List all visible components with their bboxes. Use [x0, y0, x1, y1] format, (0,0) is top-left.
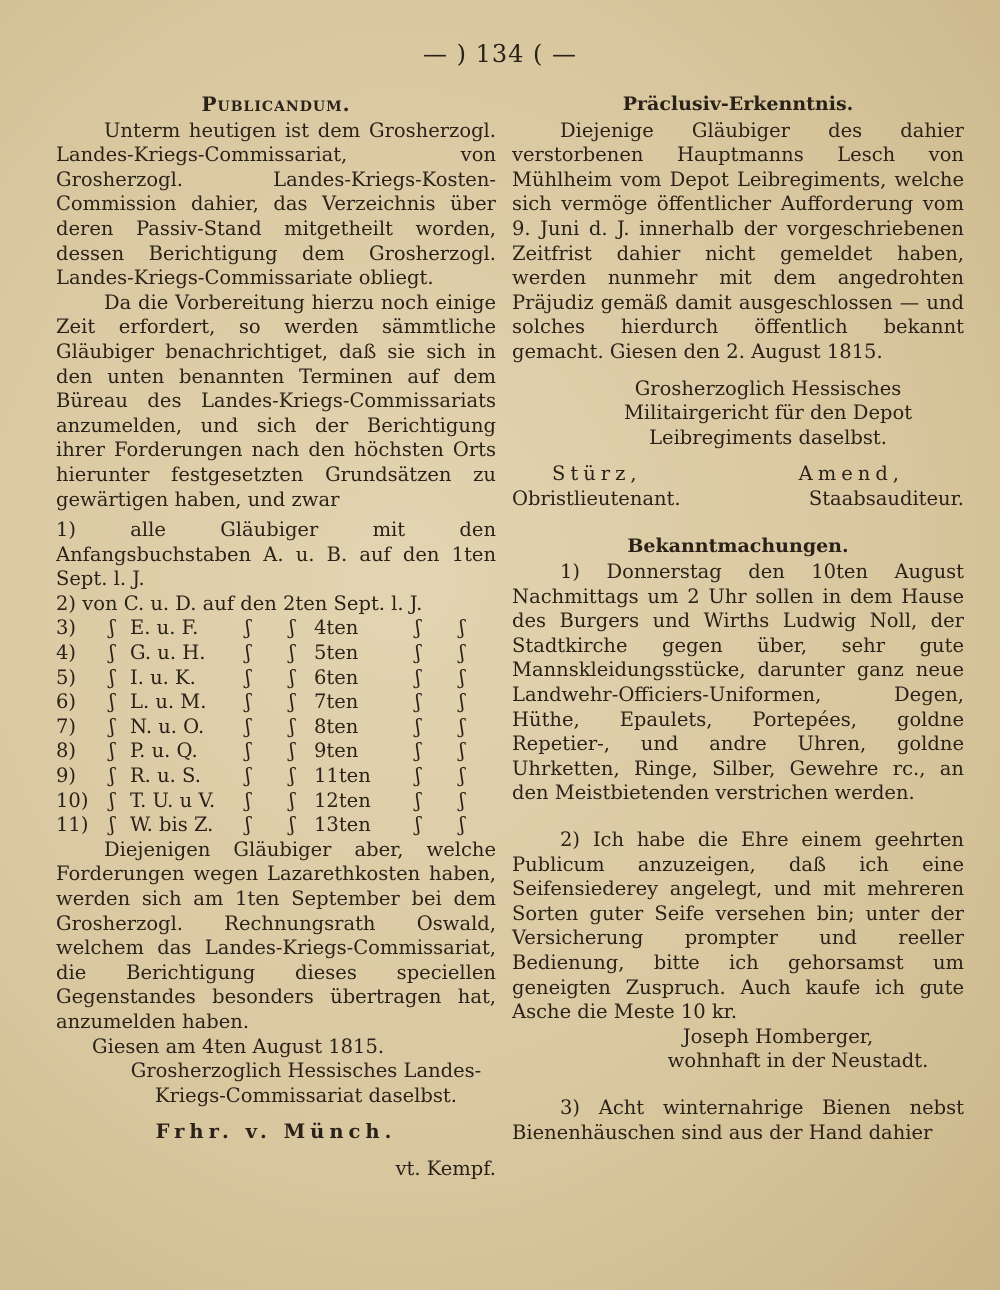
ditto-mark: ʃ: [289, 764, 295, 788]
schedule-row: [56, 641, 496, 666]
schedule-number: 10): [56, 788, 89, 812]
schedule-number: 11): [56, 813, 89, 837]
schedule-day: 8ten: [314, 714, 359, 738]
schedule-number: 4): [56, 641, 77, 665]
ditto-mark: ʃ: [245, 714, 251, 738]
schedule-row: [56, 789, 496, 814]
ditto-mark: ʃ: [245, 764, 251, 788]
ditto-mark: ʃ: [459, 690, 465, 714]
schedule-number: 3): [56, 616, 77, 640]
signer-name: Frhr. v. Münch.: [155, 1120, 397, 1144]
publicandum-body: Da die Vorbereitung hierzu noch einige Zeit erfordert, so werden sämmtliche Gläubiger benachrichtiget, daß sie sich in den unten benannten Terminen auf dem Büreau des Landes-Kriegs-Commissariats anzumelden, und sich der Berichtigung ihrer Forderungen nach den höchsten Orts hierunter festgesetzten Grundsätzen zu gewärtigen haben, und zwar: [56, 290, 496, 511]
schedule-row: [56, 764, 496, 789]
ditto-mark: ʃ: [459, 739, 465, 763]
schedule-day: 11ten: [314, 764, 371, 788]
ditto-mark: ʃ: [109, 714, 115, 738]
lazareth-paragraph: Diejenigen Gläubiger aber, welche Forderungen wegen Lazarethkosten haben, werden sich am 1ten September bei dem Grosherzogl. Rechnungsrath Oswald, welchem das Landes-Kriegs-Commissariat, die Berichtigung dieses speciellen Gegenstandes besonders übertragen hat, anzumelden haben.: [56, 837, 496, 1033]
publicandum-title: Publicandum.: [201, 92, 351, 116]
publicandum-date: Giesen am 4ten August 1815.: [92, 1034, 385, 1058]
ditto-mark: ʃ: [109, 641, 115, 665]
announcement-2-name: Joseph Homberger,: [682, 1024, 874, 1048]
ditto-mark: ʃ: [415, 665, 421, 689]
signature-names: [512, 462, 964, 487]
schedule-letters: L. u. M.: [130, 690, 207, 714]
schedule-day: 6ten: [314, 665, 359, 689]
schedule-entry-1: 1) alle Gläubiger mit den Anfangsbuchstaben A. u. B. auf den 1ten Sept. l. J.: [56, 518, 496, 591]
ditto-mark: ʃ: [109, 616, 115, 640]
schedule-row: [56, 666, 496, 691]
announcement-1: 1) Donnerstag den 10ten August Nachmittags um 2 Uhr sollen in dem Hause des Burgers und Wirths Ludwig Noll, der Stadtkirche gegen über, sehr gute Mannskleidungsstücke, darunter ganz neue Landwehr-Officiers-Uniformen, Degen, Hüthe, Epaulets, Portepées, goldne Repetier-, und andre Uhren, goldne Uhrketten, Ringe, Silber, Gewehre rc., an den Meistbietenden verstrichen werden.: [512, 560, 964, 805]
page-number: — ) 134 ( —: [422, 40, 578, 68]
ditto-mark: ʃ: [245, 616, 251, 640]
ditto-mark: ʃ: [459, 616, 465, 640]
publicandum-intro: Unterm heutigen ist dem Grosherzogl. Landes-Kriegs-Commissariat, von Grosherzogl. Landes-Kriegs-Kosten-Commission dahier, das Verzeichnis über deren Passiv-Stand mitgetheilt worden, dessen Berichtigung dem Grosherzogl. Landes-Kriegs-Commissariate obliegt.: [56, 118, 496, 290]
ditto-mark: ʃ: [289, 665, 295, 689]
ditto-mark: ʃ: [245, 813, 251, 837]
praeclusiv-title: Präclusiv-Erkenntnis.: [622, 93, 854, 115]
schedule-day: 12ten: [314, 788, 371, 812]
schedule-number: 6): [56, 690, 77, 714]
schedule-letters: P. u. Q.: [130, 739, 198, 763]
schedule-row: [56, 813, 496, 838]
left-column: [56, 92, 496, 1182]
schedule-letters: R. u. S.: [130, 764, 201, 788]
schedule-day: 9ten: [314, 739, 359, 763]
praeclusiv-text: Diejenige Gläubiger des dahier verstorbenen Hauptmanns Lesch von Mühlheim vom Depot Leibregiments, welche sich vermöge öffentlicher Aufforderung vom 9. Juni d. J. innerhalb der vorgeschriebenen Zeitfrist dahier nicht gemeldet haben, werden nunmehr mit dem angedrohten Präjudiz gemäß damit ausgeschlossen — und solches hierdurch öffentlich bekannt gemacht. Giesen den 2. August 1815.: [512, 118, 964, 363]
schedule-number: 7): [56, 714, 77, 738]
ditto-mark: ʃ: [415, 739, 421, 763]
signer-amend: Amend,: [798, 462, 904, 486]
ditto-mark: ʃ: [289, 739, 295, 763]
role-obristlieutenant: Obristlieutenant.: [512, 486, 681, 510]
ditto-mark: ʃ: [459, 813, 465, 837]
schedule-letters: N. u. O.: [130, 714, 205, 738]
ditto-mark: ʃ: [245, 788, 251, 812]
ditto-mark: ʃ: [109, 764, 115, 788]
signer-stuerz: Stürz,: [552, 462, 642, 486]
ditto-mark: ʃ: [245, 665, 251, 689]
role-staabsauditeur: Staabsauditeur.: [808, 486, 964, 510]
schedule-row: [56, 739, 496, 764]
announcement-2: 2) Ich habe die Ehre einem geehrten Publicum anzuzeigen, daß ich eine Seifensiederey angelegt, und mit mehreren Sorten guter Seife versehen bin; unter der Versicherung prompter und reeller Bedienung, bitte ich gehorsamst um geneigten Zuspruch. Auch kaufe ich gute Asche die Meste 10 kr.: [512, 828, 964, 1024]
ditto-mark: ʃ: [415, 813, 421, 837]
signature-roles: [512, 487, 964, 512]
ditto-mark: ʃ: [415, 641, 421, 665]
announcement-2-address: wohnhaft in der Neustadt.: [667, 1049, 929, 1073]
countersign: vt. Kempf.: [395, 1156, 496, 1180]
ditto-mark: ʃ: [109, 665, 115, 689]
ditto-mark: ʃ: [415, 714, 421, 738]
ditto-mark: ʃ: [459, 788, 465, 812]
schedule-letters: W. bis Z.: [130, 813, 214, 837]
schedule-number: 5): [56, 665, 77, 689]
schedule-row: [56, 616, 496, 641]
ditto-mark: ʃ: [289, 690, 295, 714]
schedule-list: [56, 518, 496, 838]
schedule-row: [56, 715, 496, 740]
ditto-mark: ʃ: [245, 739, 251, 763]
ditto-mark: ʃ: [289, 641, 295, 665]
schedule-letters: I. u. K.: [130, 665, 196, 689]
ditto-mark: ʃ: [415, 690, 421, 714]
announcement-3: 3) Acht winternahrige Bienen nebst Bienenhäuschen sind aus der Hand dahier: [512, 1095, 964, 1144]
ditto-mark: ʃ: [289, 788, 295, 812]
schedule-row: [56, 690, 496, 715]
ditto-mark: ʃ: [415, 616, 421, 640]
schedule-number: 9): [56, 764, 77, 788]
ditto-mark: ʃ: [245, 690, 251, 714]
schedule-number: 8): [56, 739, 77, 763]
ditto-mark: ʃ: [109, 788, 115, 812]
ditto-mark: ʃ: [289, 616, 295, 640]
issuing-authority: Grosherzoglich Hessisches Landes-Kriegs-Commissariat daselbst.: [130, 1059, 482, 1107]
ditto-mark: ʃ: [415, 764, 421, 788]
ditto-mark: ʃ: [109, 813, 115, 837]
ditto-mark: ʃ: [289, 813, 295, 837]
schedule-letters: T. U. u V.: [130, 788, 216, 812]
ditto-mark: ʃ: [459, 714, 465, 738]
schedule-day: 13ten: [314, 813, 371, 837]
schedule-rows: [56, 616, 496, 837]
schedule-day: 7ten: [314, 690, 359, 714]
ditto-mark: ʃ: [109, 739, 115, 763]
ditto-mark: ʃ: [109, 690, 115, 714]
schedule-letters: E. u. F.: [130, 616, 199, 640]
schedule-entry-2: 2) von C. u. D. auf den 2ten Sept. l. J.: [56, 591, 423, 615]
schedule-day: 5ten: [314, 641, 359, 665]
right-column: [512, 92, 964, 1145]
military-court: Grosherzoglich Hessisches Militairgericht für den Depot Leibregiments daselbst.: [623, 376, 913, 449]
ditto-mark: ʃ: [289, 714, 295, 738]
ditto-mark: ʃ: [415, 788, 421, 812]
ditto-mark: ʃ: [459, 764, 465, 788]
schedule-day: 4ten: [314, 616, 359, 640]
ditto-mark: ʃ: [459, 641, 465, 665]
schedule-letters: G. u. H.: [130, 641, 206, 665]
ditto-mark: ʃ: [459, 665, 465, 689]
ditto-mark: ʃ: [245, 641, 251, 665]
bekanntmachungen-title: Bekanntmachungen.: [627, 534, 849, 557]
